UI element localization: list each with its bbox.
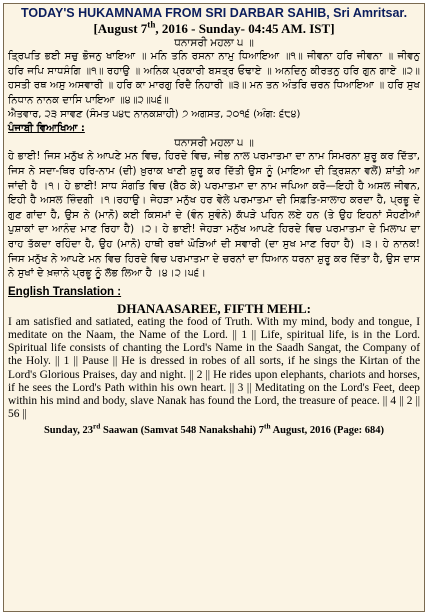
english-heading: English Translation : bbox=[8, 285, 122, 298]
english-title: DHANAASAREE, FIFTH MEHL: bbox=[117, 300, 311, 316]
footer-sup-2: th bbox=[264, 421, 271, 431]
punjabi-explanation: ਹੇ ਭਾਈ! ਜਿਸ ਮਨੁੱਖ ਨੇ ਆਪਣੇ ਮਨ ਵਿਚ, ਹਿਰਦੇ ਵਿਚ, ਜੀਭ ਨਾਲ ਪਰਮਾਤਮਾ ਦਾ ਨਾਮ ਸਿਮਰਨਾ ਸ਼ੁਰੂ ਕਰ ਦਿੱਤਾ, ਜਿਸ ਨੇ ਸਦਾ-ਥਿਰ ਹਰਿ-ਨਾਮ (ਦੀ) ਖ਼ੁਰਾਕ ਖਾਣੀ ਸ਼ੁਰੂ ਕਰ ਦਿੱਤੀ ਉਸ ਨੂੰ (ਮਾਇਆ ਦੀ ਤ੍ਰਿਸ਼ਨਾ ਵਲੋਂ) ਸ਼ਾਂਤੀ ਆ ਜਾਂਦੀ ਹੈ ।੧। ਹੇ ਭਾਈ! ਸਾਧ ਸੰਗਤਿ ਵਿਚ (ਬੈਠ ਕੇ) ਪਰਮਾਤਮਾ ਦਾ ਨਾਮ ਜਪਿਆ ਕਰੋ—ਇਹੀ ਹੈ ਅਸਲ ਜੀਵਨ, ਇਹੀ ਹੈ ਅਸਲ ਜ਼ਿੰਦਗੀ ।੧।ਰਹਾਉ। ਜੇਹੜਾ ਮਨੁੱਖ ਹਰ ਵੇਲੇ ਪਰਮਾਤਮਾ ਦੀ ਸਿਫ਼ਤਿ-ਸਾਲਾਹ ਕਰਦਾ ਹੈ, ਪ੍ਰਭੂ ਦੇ ਗੁਣ ਗਾਂਦਾ ਹੈ, ਉਸ ਨੇ (ਮਾਨੋ) ਕਈ ਕਿਸਮਾਂ ਦੇ (ਵੰਨ ਸੁਵੰਨੇ) ਕੱਪੜੇ ਪਹਿਨ ਲਏ ਹਨ (ਤੇ ਉਹ ਇਹਨਾਂ ਸੋਹਣੀਆਂ ਪੁਸ਼ਾਕਾਂ ਦਾ ਆਨੰਦ ਮਾਣ ਰਿਹਾ ਹੈ) ।੨। ਹੇ ਭਾਈ! ਜੇਹੜਾ ਮਨੁੱਖ ਆਪਣੇ ਹਿਰਦੇ ਵਿਚ ਪਰਮਾਤਮਾ ਦੇ ਮਿਲਾਪ ਦਾ ਰਾਹ ਤੱਕਦਾ ਰਹਿੰਦਾ ਹੈ, ਉਹ (ਮਾਨੋ) ਹਾਥੀ ਰਥਾਂ ਘੋੜਿਆਂ ਦੀ ਸਵਾਰੀ (ਦਾ ਸੁਖ ਮਾਣ ਰਿਹਾ ਹੈ) ।੩। ਹੇ ਨਾਨਕ! ਜਿਸ ਮਨੁੱਖ ਨੇ ਆਪਣੇ ਮਨ ਵਿਚ ਹਿਰਦੇ ਵਿਚ ਪਰਮਾਤਮਾ ਦੇ ਚਰਨਾਂ ਦਾ ਧਿਆਨ ਧਰਨਾ ਸ਼ੁਰੂ ਕਰ ਦਿੱਤਾ ਹੈ, ਉਸ ਦਾਸ ਨੇ ਸੁਖਾਂ ਦੇ ਖ਼ਜ਼ਾਨੇ ਪ੍ਰਭੂ ਨੂੰ ਲੱਭ ਲਿਆ ਹੈ ।੪।੨।੫੬। bbox=[8, 151, 420, 280]
nanakshahi-date: ਐਤਵਾਰ, ੨੩ ਸਾਵਣ (ਸੰਮਤ ੫੪੮ ਨਾਨਕਸ਼ਾਹੀ) ੭ ਅਗਸਤ, ੨੦੧੬ (ਅੰਗ: ੬੮੪) bbox=[8, 109, 301, 121]
english-translation: I am satisfied and satiated, eating the food of Truth. With my mind, body and tongue, I meditate on the Naam, the Name of the Lord. || 1 || Life, spiritual life, is in the Lord. Spiritual life consists of chanting the Lord's Name in the Saadh Sangat, the Company of the Holy. || 1 || Pause || He is dressed in robes of all sorts, if he sings the Kirtan of the Lord's Glorious Praises, day and night. || 2 || He rides upon elephants, chariots and horses, if he sees the Lord's Path within his own heart. || 3 || Meditating on the Lord's Feet, deep within his mind and body, slave Nanak has found the Lord, the treasure of peace. || 4 || 2 || 56 || bbox=[8, 315, 420, 421]
page-title: TODAY'S HUKAMNAMA FROM SRI DARBAR SAHIB, Sri Amritsar. bbox=[20, 6, 408, 20]
raag-heading: ਧਨਾਸਰੀ ਮਹਲਾ ੫ ॥ bbox=[174, 37, 254, 49]
date-suffix: , 2016 - Sunday- 04:45 AM. IST] bbox=[155, 21, 335, 36]
footer-part-3: August, 2016 (Page: 684) bbox=[270, 425, 385, 437]
date-sup: th bbox=[147, 19, 156, 30]
date-prefix: [August 7 bbox=[93, 21, 148, 36]
date-line bbox=[8, 21, 420, 36]
punjabi-raag-heading: ਧਨਾਸਰੀ ਮਹਲਾ ੫ ॥ bbox=[174, 137, 254, 150]
footer-part-2: Saawan (Samvat 548 Nanakshahi) 7 bbox=[100, 425, 265, 437]
footer-part-1: Sunday, 23 bbox=[43, 425, 93, 437]
footer-date bbox=[8, 421, 420, 438]
hukamnama-card bbox=[3, 3, 425, 612]
punjabi-heading: ਪੰਜਾਬੀ ਵਿਆਖਿਆ : bbox=[8, 123, 85, 135]
footer-sup-1: rd bbox=[93, 421, 101, 431]
gurbani-text: ਤ੍ਰਿਪਤਿ ਭਈ ਸਚੁ ਭੋਜਨੁ ਖਾਇਆ ॥ ਮਨਿ ਤਨਿ ਰਸਨਾ ਨਾਮੁ ਧਿਆਇਆ ॥੧॥ ਜੀਵਨਾ ਹਰਿ ਜੀਵਨਾ ॥ ਜੀਵਨੁ ਹਰਿ ਜਪਿ ਸਾਧਸੰਗਿ ॥੧॥ ਰਹਾਉ ॥ ਅਨਿਕ ਪ੍ਰਕਾਰੀ ਬਸਤ੍ਰ ਓਢਾਏ ॥ ਅਨਦਿਨੁ ਕੀਰਤਨੁ ਹਰਿ ਗੁਨ ਗਾਏ ॥੨॥ ਹਸਤੀ ਰਥ ਅਸੁ ਅਸਵਾਰੀ ॥ ਹਰਿ ਕਾ ਮਾਰਗੁ ਰਿਦੈ ਨਿਹਾਰੀ ॥੩॥ ਮਨ ਤਨ ਅੰਤਰਿ ਚਰਨ ਧਿਆਇਆ ॥ ਹਰਿ ਸੁਖ ਨਿਧਾਨ ਨਾਨਕ ਦਾਸਿ ਪਾਇਆ ॥੪॥੨॥੫੬॥ bbox=[8, 51, 420, 106]
